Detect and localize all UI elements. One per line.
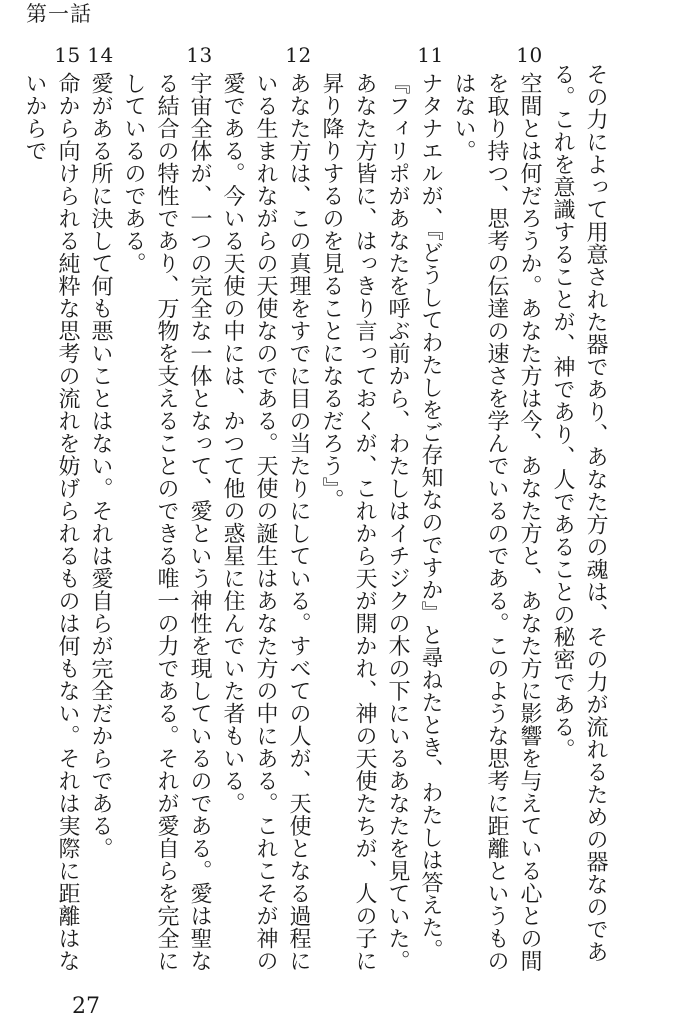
verse-continuation <box>546 44 612 978</box>
verse-text: ナタナエルが、『どうしてわたしをご存知なのですか』と尋ねたとき、わたしは答えた。『フィリポがあなたを呼ぶ前から、わたしはイチジクの木の下にいるあなたを見ていた。あなた方皆に、はっきり言っておくが、これから天が開かれ、神の天使たちが、人の子に昇り降りするのを見ることになるだろう』。 <box>319 72 443 972</box>
verse-12 <box>216 44 315 978</box>
verse-text: 愛がある所に決して何も悪いことはない。それは愛自らが完全だからである。 <box>88 72 113 860</box>
verse-number: 14 <box>87 43 114 67</box>
verse-13 <box>117 44 216 978</box>
page-number: 27 <box>72 994 100 1019</box>
verse-15 <box>18 44 84 978</box>
verse-10 <box>447 44 546 978</box>
page-header: 第一話 <box>26 2 92 26</box>
verse-text: あなた方は、この真理をすでに目の当たりにしている。すべての人が、天使となる過程にいる生まれながらの天使なのである。天使の誕生はあなた方の中にある。これこそが神の愛である。今いる天使の中には、かつて他の惑星に住んでいた者もいる。 <box>220 72 311 972</box>
verse-number <box>579 44 612 57</box>
verse-number: 12 <box>285 43 312 67</box>
vertical-text-body <box>18 44 612 978</box>
verse-text: 宇宙全体が、一つの完全な一体となって、愛という神性を現しているのである。愛は聖なる結合の特性であり、万物を支えることのできる唯一の力である。それが愛自らを完全にしているのである。 <box>121 72 212 972</box>
verse-number: 15 <box>54 43 81 67</box>
verse-text: 命から向けられる純粋な思考の流れを妨げられるものは何もない。それは実際に距離はないからで <box>22 72 80 972</box>
verse-text: 空間とは何だろうか。あなた方は今、あなた方と、あなた方に影響を与えている心との間を取り持つ、思考の伝達の速さを学んでいるのである。このような思考に距離というものはない。 <box>451 72 542 972</box>
verse-14 <box>84 44 117 978</box>
verse-number: 10 <box>516 43 543 67</box>
verse-text: その力によって用意された器であり、あなた方の魂は、その力が流れるための器なのである。これを意識することが、神であり、人であることの秘密である。 <box>550 62 608 963</box>
verse-number: 13 <box>186 43 213 67</box>
verse-number: 11 <box>417 43 444 67</box>
verse-11 <box>315 44 447 978</box>
